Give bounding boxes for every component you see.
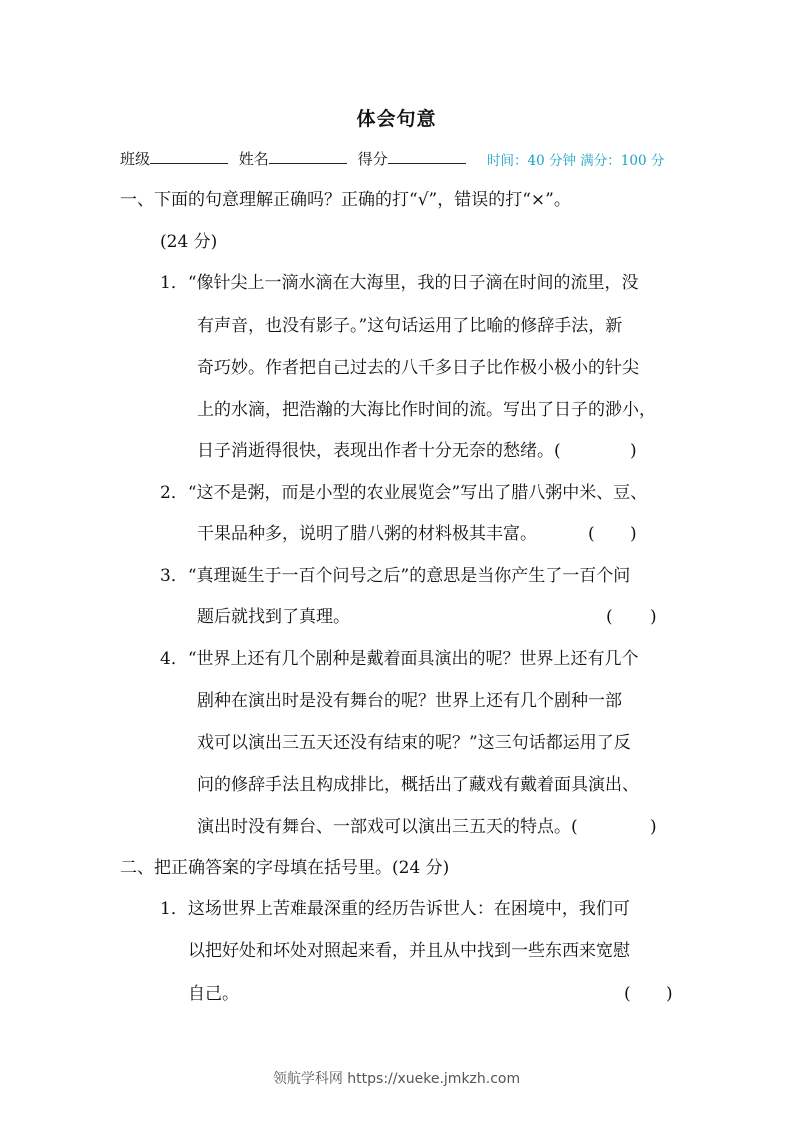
page-title: 体会句意 xyxy=(356,108,437,130)
s1-item1-line5: 日子消逝得很快，表现出作者十分无奈的愁绪。( xyxy=(197,441,561,461)
s2-item1-line3: 自己。 xyxy=(188,984,239,1004)
s2-item1-paren-close[interactable]: ) xyxy=(666,984,673,1004)
score-label: 得分 xyxy=(357,150,388,168)
student-info-row xyxy=(120,148,680,172)
s1-item2-paren-close[interactable]: ) xyxy=(630,524,637,544)
s2-item1-paren-open[interactable]: ( xyxy=(624,984,631,1004)
section1-heading: 一、下面的句意理解正确吗？正确的打“√”，错误的打“×”。 xyxy=(120,190,571,210)
s1-item4-line4: 问的修辞手法且构成排比，概括出了藏戏有戴着面具演出、 xyxy=(197,775,639,795)
s1-item3-paren-open[interactable]: ( xyxy=(606,607,613,627)
class-blank[interactable] xyxy=(150,149,228,164)
s1-item3-line2: 题后就找到了真理。 xyxy=(197,607,350,627)
s1-item4-line2: 剧种在演出时是没有舞台的呢？世界上还有几个剧种一部 xyxy=(197,691,622,711)
s2-item1-line2: 以把好处和坏处对照起来看，并且从中找到一些东西来宽慰 xyxy=(188,941,630,961)
footer-watermark-url: 领航学科网 https://xueke.jmkzh.com xyxy=(272,1071,521,1087)
s1-item2-line1: 2．“这不是粥，而是小型的农业展览会”写出了腊八粥中米、豆、 xyxy=(160,483,648,503)
s1-item4-line1: 4．“世界上还有几个剧种是戴着面具演出的呢？世界上还有几个 xyxy=(160,649,639,669)
s1-item3-line1: 3．“真理诞生于一百个问号之后”的意思是当你产生了一百个问 xyxy=(160,566,631,586)
class-label: 班级 xyxy=(120,150,151,168)
s1-item2-line2: 干果品种多，说明了腊八粥的材料极其丰富。 xyxy=(197,524,537,544)
score-blank[interactable] xyxy=(388,149,466,164)
s1-item1-line2: 有声音，也没有影子。”这句话运用了比喻的修辞手法，新 xyxy=(197,316,623,336)
s1-item1-line3: 奇巧妙。作者把自己过去的八千多日子比作极小极小的针尖 xyxy=(197,358,639,378)
s1-item1-line4: 上的水滴，把浩瀚的大海比作时间的流。写出了日子的渺小， xyxy=(197,400,656,420)
section2-heading: 二、把正确答案的字母填在括号里。(24 分) xyxy=(120,858,450,878)
name-blank[interactable] xyxy=(269,149,347,164)
section1-points: (24 分) xyxy=(160,232,218,252)
name-label: 姓名 xyxy=(238,150,269,168)
s1-item4-line3: 戏可以演出三五天还没有结束的呢？”这三句话都运用了反 xyxy=(197,733,631,753)
s1-item4-line5: 演出时没有舞台、一部戏可以演出三五天的特点。( xyxy=(197,817,578,837)
s1-item3-paren-close[interactable]: ) xyxy=(650,607,657,627)
time-score-meta: 时间：40 分钟 满分：100 分 xyxy=(487,153,665,169)
s1-item1-paren-close[interactable]: ) xyxy=(630,441,637,461)
s1-item1-line1: 1．“像针尖上一滴水滴在大海里，我的日子滴在时间的流里，没 xyxy=(160,273,639,293)
s1-item4-paren-close[interactable]: ) xyxy=(650,817,657,837)
s2-item1-line1: 1．这场世界上苦难最深重的经历告诉世人：在困境中，我们可 xyxy=(160,899,630,919)
s1-item2-paren-open[interactable]: ( xyxy=(588,524,595,544)
